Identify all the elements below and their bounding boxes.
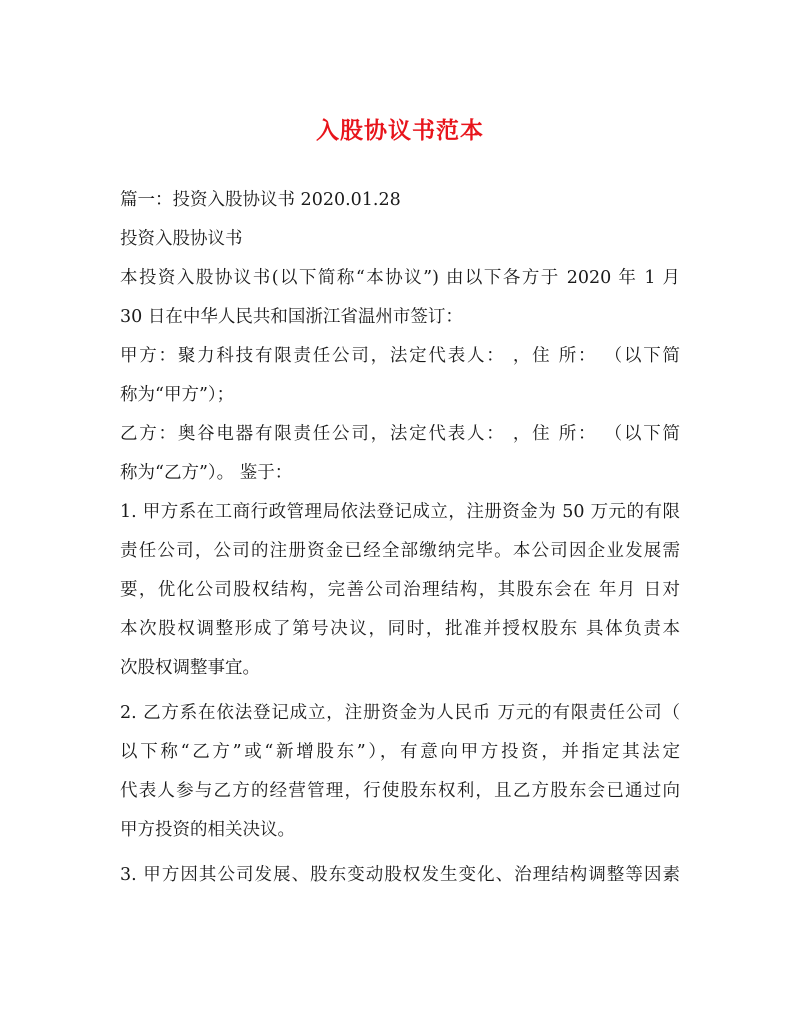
clause-1-line: 本次股权调整形成了第号决议，同时，批准并授权股东 具体负责本 [120,619,680,639]
clause-1-line: 要，优化公司股权结构，完善公司治理结构，其股东会在 年月 日对 [120,580,680,600]
clause-1-line: 责任公司，公司的注册资金已经全部缴纳完毕。本公司因企业发展需 [120,541,680,561]
clause-2-line: 2. 乙方系在依法登记成立，注册资金为人民币 万元的有限责任公司（ [120,703,680,723]
paragraph-line: 本投资入股协议书(以下简称“本协议”) 由以下各方于 2020 年 1 月 [120,268,680,288]
clause-2-line: 甲方投资的相关决议。 [120,820,295,840]
clause-1-line: 次股权调整事宜。 [120,658,260,678]
agreement-name-line: 投资入股协议书 [120,229,243,249]
party-a-line: 称为“甲方”）； [120,385,235,405]
clause-1-line: 1. 甲方系在工商行政管理局依法登记成立，注册资金为 50 万元的有限 [120,502,680,522]
party-a-line: 甲方：聚力科技有限责任公司，法定代表人： ，住 所： （以下简 [120,346,680,366]
party-b-line: 乙方：奥谷电器有限责任公司，法定代表人： ，住 所： （以下简 [120,424,680,444]
document-body [120,181,680,895]
clause-3-line: 3. 甲方因其公司发展、股东变动股权发生变化、治理结构调整等因素 [120,865,680,885]
document-title: 入股协议书范本 [316,117,484,144]
clause-2-line: 以下称“乙方”或“新增股东”），有意向甲方投资，并指定其法定 [120,742,680,762]
clause-2-line: 代表人参与乙方的经营管理，行使股东权利，且乙方股东会已通过向 [120,781,680,801]
party-b-line: 称为“乙方”）。 鉴于： [120,463,293,483]
paragraph-line: 30 日在中华人民共和国浙江省温州市签订： [120,307,463,327]
section-heading-line: 篇一：投资入股协议书 2020.01.28 [120,190,401,210]
